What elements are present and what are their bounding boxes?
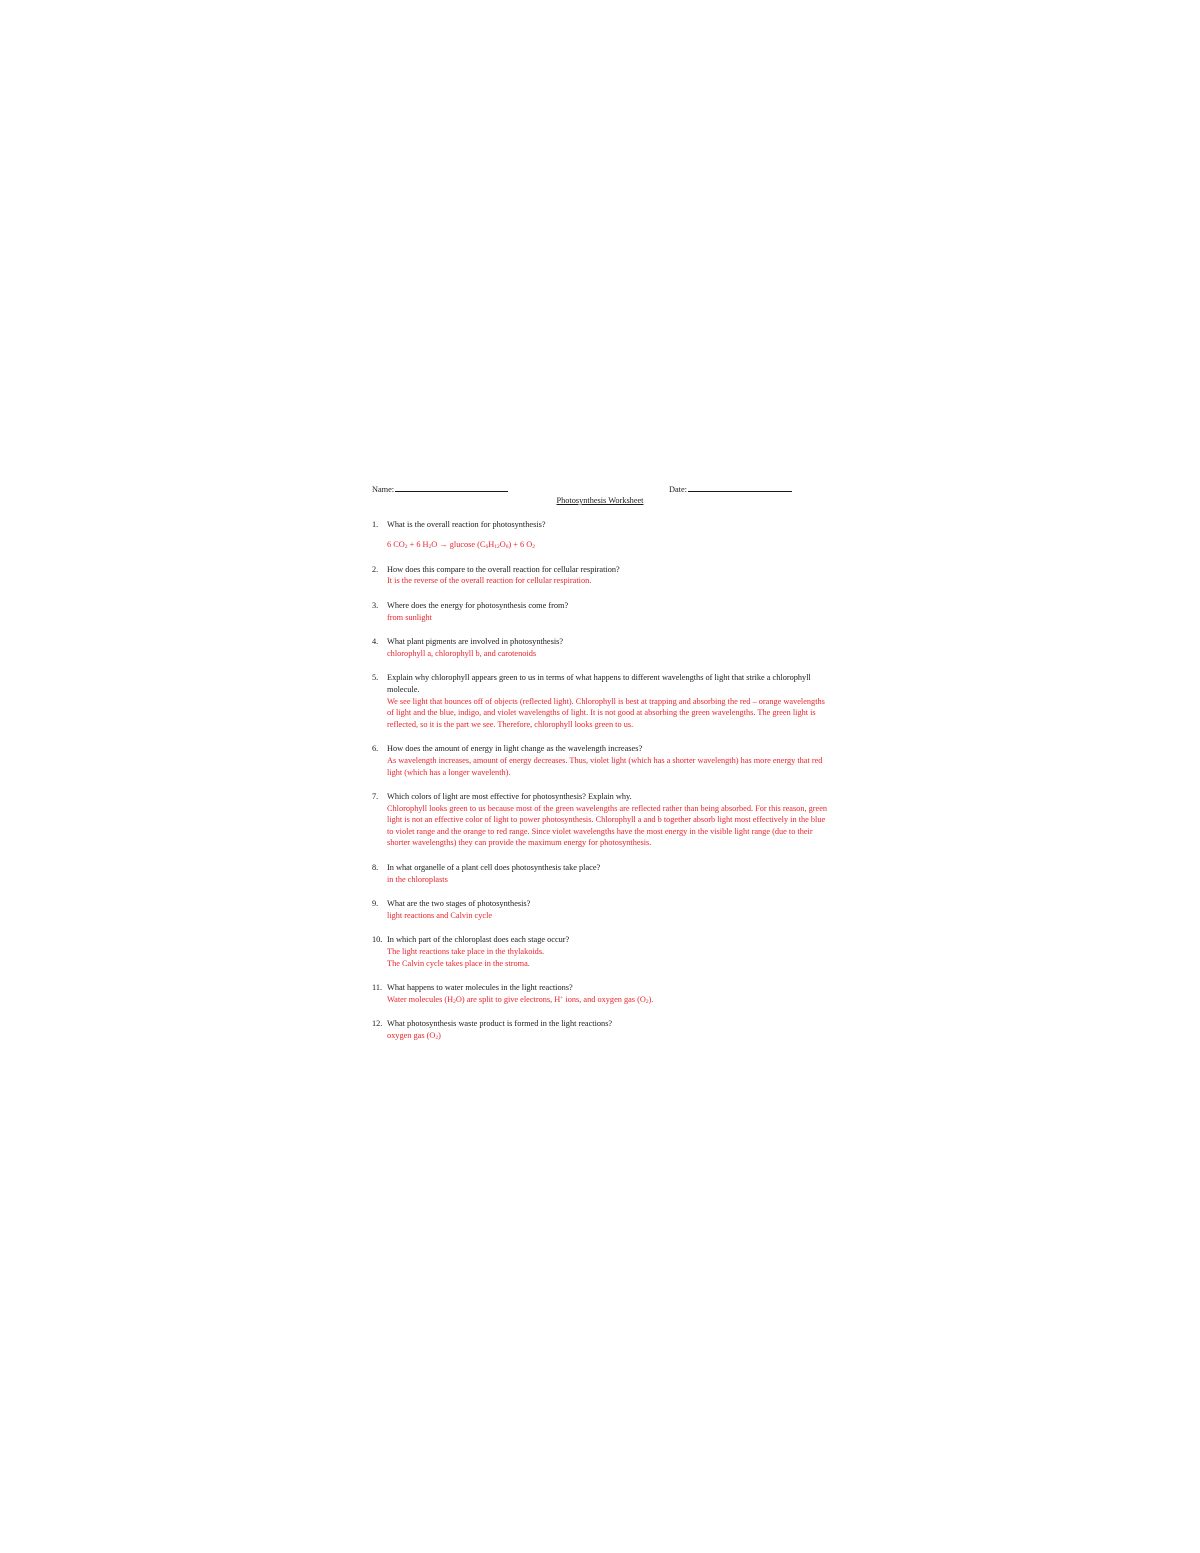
question-number: 8. xyxy=(372,863,379,873)
answer-text-line-2: The Calvin cycle takes place in the stroma. xyxy=(387,958,530,968)
question-number: 7. xyxy=(372,792,379,802)
question-number: 9. xyxy=(372,899,379,909)
question-3 xyxy=(372,600,828,623)
answer-text: As wavelength increases, amount of energy decreases. Thus, violet light (which has a shorter wavelength) has more energy that red light (which has a longer wavelenth). xyxy=(387,755,823,777)
question-5 xyxy=(372,672,828,730)
question-text: How does this compare to the overall reaction for cellular respiration? xyxy=(387,564,620,574)
question-number: 11. xyxy=(372,983,383,993)
question-text: What happens to water molecules in the light reactions? xyxy=(387,983,573,993)
date-blank-line xyxy=(688,483,792,492)
question-8 xyxy=(372,862,828,885)
answer-text: in the chloroplasts xyxy=(387,874,448,884)
question-2 xyxy=(372,564,828,587)
question-text: What plant pigments are involved in photosynthesis? xyxy=(387,637,564,647)
worksheet-page xyxy=(372,483,828,1055)
question-number: 5. xyxy=(372,673,379,683)
date-field xyxy=(669,483,792,496)
name-blank-line xyxy=(395,483,508,492)
question-10 xyxy=(372,934,828,969)
question-number: 4. xyxy=(372,637,379,647)
question-7 xyxy=(372,791,828,849)
question-text: In which part of the chloroplast does each stage occur? xyxy=(387,935,570,945)
question-number: 1. xyxy=(372,519,379,529)
question-number: 10. xyxy=(372,935,383,945)
question-number: 3. xyxy=(372,600,379,610)
answer-text: chlorophyll a, chlorophyll b, and carotenoids xyxy=(387,648,537,658)
question-text: Explain why chlorophyll appears green to us in terms of what happens to different wavelengths of light that strike a chlorophyll molecule. xyxy=(387,673,811,694)
question-12 xyxy=(372,1018,828,1041)
question-number: 12. xyxy=(372,1019,383,1029)
worksheet-title: Photosynthesis Worksheet xyxy=(556,496,644,505)
question-4 xyxy=(372,636,828,659)
question-1 xyxy=(372,519,828,551)
question-text: What are the two stages of photosynthesis? xyxy=(387,899,531,909)
date-label: Date: xyxy=(669,485,687,494)
name-label: Name: xyxy=(372,485,395,494)
question-text: How does the amount of energy in light change as the wavelength increases? xyxy=(387,744,643,754)
answer-text: We see light that bounces off of objects (reflected light). Chlorophyll is best at trapping and absorbing the red – orange wavelengths of light and the blue, indigo, and violet wavelengths of light. It is not good at absorbing the green wavelengths. The green light is reflected, so it is the part we see. Therefore, chlorophyll looks green to us. xyxy=(387,696,825,729)
answer-text: light reactions and Calvin cycle xyxy=(387,910,493,920)
answer-text-line-1: The light reactions take place in the thylakoids. xyxy=(387,947,545,957)
question-11 xyxy=(372,982,828,1005)
name-field xyxy=(372,483,508,496)
question-9 xyxy=(372,898,828,921)
question-number: 2. xyxy=(372,564,379,574)
answer-text: 6 CO2 + 6 H2O → glucose (C6H12O6) + 6 O2 xyxy=(387,540,536,551)
question-number: 6. xyxy=(372,744,379,754)
question-text: What is the overall reaction for photosynthesis? xyxy=(387,519,546,529)
answer-text: oxygen gas (O2) xyxy=(387,1031,441,1041)
worksheet-header xyxy=(372,483,828,495)
answer-text: It is the reverse of the overall reaction for cellular respiration. xyxy=(387,576,592,586)
question-text: Which colors of light are most effective for photosynthesis? Explain why. xyxy=(387,792,632,802)
question-text: What photosynthesis waste product is formed in the light reactions? xyxy=(387,1019,613,1029)
answer-text: Water molecules (H2O) are split to give electrons, H+ ions, and oxygen gas (O2). xyxy=(387,994,654,1005)
answer-text: from sunlight xyxy=(387,612,432,622)
question-6 xyxy=(372,743,828,778)
question-text: Where does the energy for photosynthesis come from? xyxy=(387,600,569,610)
answer-text: Chlorophyll looks green to us because most of the green wavelengths are reflected rather than being absorbed. For this reason, green light is not an effective color of light to power photosynthesis. Chlorophyll a and b together absorb light most effectively in the blue to violet range and the orange to red range. Since violet wavelengths have the most energy in the visible light range (due to their shorter wavelengths) they can provide the maximum energy for photosynthesis. xyxy=(387,803,828,848)
question-text: In what organelle of a plant cell does photosynthesis take place? xyxy=(387,863,601,873)
